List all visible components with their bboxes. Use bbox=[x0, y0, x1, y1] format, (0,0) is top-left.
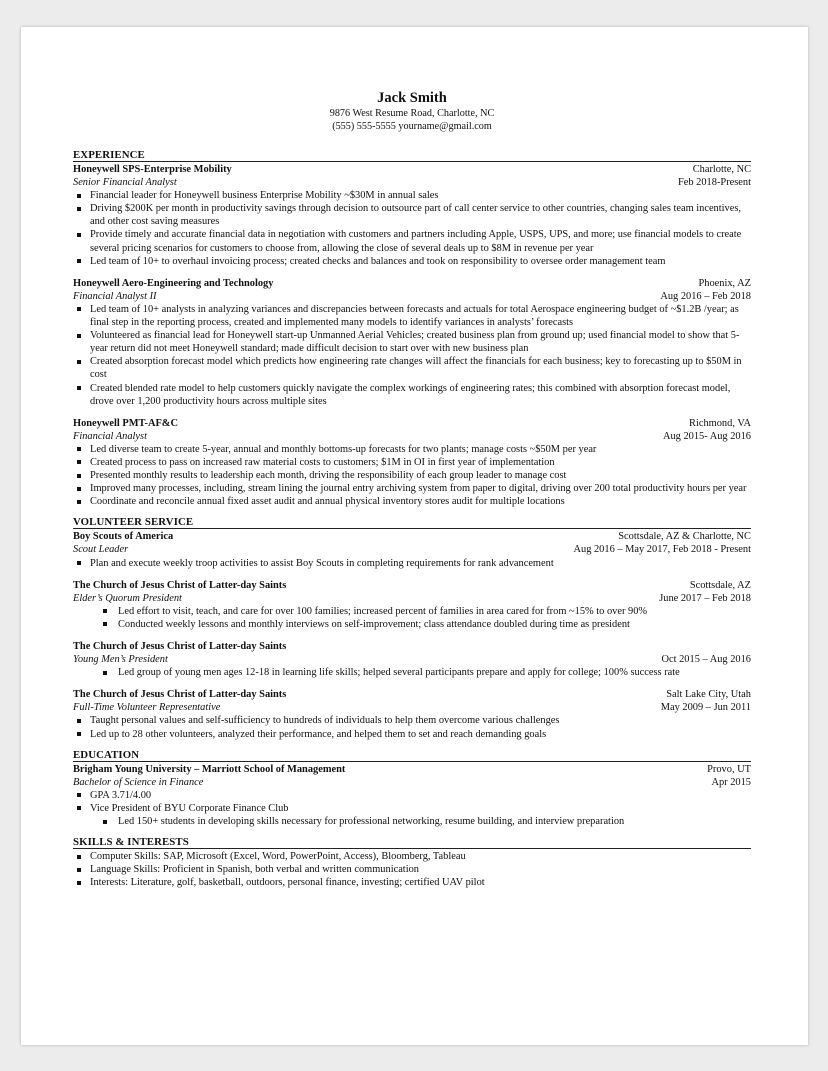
degree: Bachelor of Science in Finance bbox=[73, 776, 204, 788]
bullet-item: Improved many processes, including, stream lining the journal entry archiving system from paper to digital, driving over 200 total productivity hours per year bbox=[73, 482, 751, 495]
resume-content bbox=[73, 89, 751, 897]
resume-header bbox=[73, 89, 751, 133]
organization: The Church of Jesus Christ of Latter-day Saints bbox=[73, 689, 287, 701]
bullet-item: Interests: Literature, golf, basketball, outdoors, personal finance, investing; certified UAV pilot bbox=[73, 876, 751, 889]
role-title: Financial Analyst II bbox=[73, 290, 157, 302]
bullet-item: Led team of 10+ analysts in analyzing variances and discrepancies between forecasts and actuals for total Aerospace engineering budget of ~$1.2B /year; as final step in the reporting process, created and implemented many models to identify variances in analysts’ forecasts bbox=[73, 303, 751, 329]
candidate-name: Jack Smith bbox=[377, 90, 447, 106]
volunteer-entry bbox=[73, 530, 751, 569]
bullet-item: Coordinate and reconcile annual fixed asset audit and annual physical inventory stores audit for multiple locations bbox=[73, 495, 751, 508]
section-title-volunteer: VOLUNTEER SERVICE bbox=[73, 516, 751, 529]
date-range: Oct 2015 – Aug 2016 bbox=[661, 654, 751, 666]
bullet-item: Presented monthly results to leadership each month, driving the responsibility of each group leader to manage cost bbox=[73, 469, 751, 482]
bullet-list bbox=[73, 850, 751, 889]
bullet-item: Created absorption forecast model which predicts how engineering rate changes will affect the financials for each business; key to forecasting up to $50M in cost bbox=[73, 355, 751, 381]
bullet-item: Led effort to visit, teach, and care for over 100 families; increased percent of families in area cared for from ~15% to over 90% bbox=[73, 605, 751, 618]
bullet-item: Taught personal values and self-sufficiency to hundreds of individuals to help them overcome various challenges bbox=[73, 714, 751, 727]
location: Richmond, VA bbox=[689, 417, 751, 429]
role-title: Senior Financial Analyst bbox=[73, 177, 177, 189]
organization: The Church of Jesus Christ of Latter-day Saints bbox=[73, 579, 287, 591]
location: Scottsdale, AZ bbox=[689, 579, 751, 591]
section-title-education: EDUCATION bbox=[73, 749, 751, 762]
bullet-item: Vice President of BYU Corporate Finance Club bbox=[73, 802, 751, 815]
bullet-item: Created process to pass on increased raw material costs to customers; $1M in OI in first year of implementation bbox=[73, 456, 751, 469]
role-title: Young Men’s President bbox=[73, 654, 168, 666]
bullet-list bbox=[73, 605, 751, 631]
education-entry bbox=[73, 763, 751, 828]
organization: The Church of Jesus Christ of Latter-day Saints bbox=[73, 641, 287, 652]
education-section bbox=[73, 749, 751, 828]
organization: Boy Scouts of America bbox=[73, 531, 174, 543]
bullet-list bbox=[73, 189, 751, 268]
volunteer-entry bbox=[73, 640, 751, 679]
bullet-list bbox=[73, 789, 751, 815]
date-range: June 2017 – Feb 2018 bbox=[659, 592, 751, 604]
role-title: Scout Leader bbox=[73, 544, 129, 556]
bullet-item: Computer Skills: SAP, Microsoft (Excel, Word, PowerPoint, Access), Bloomberg, Tableau bbox=[73, 850, 751, 863]
volunteer-entry bbox=[73, 579, 751, 631]
experience-entry bbox=[73, 417, 751, 509]
bullet-item: Led team of 10+ to overhaul invoicing process; created checks and balances and took on responsibility to oversee order management team bbox=[73, 255, 751, 268]
bullet-list bbox=[73, 303, 751, 408]
organization: Honeywell Aero-Engineering and Technology bbox=[73, 277, 274, 289]
bullet-item: Led diverse team to create 5-year, annual and monthly bottoms-up forecasts for two plants; manage costs ~$50M per year bbox=[73, 443, 751, 456]
school: Brigham Young University – Marriott School of Management bbox=[73, 763, 346, 775]
date-range: Aug 2015- Aug 2016 bbox=[662, 430, 751, 442]
bullet-item: Volunteered as financial lead for Honeywell start-up Unmanned Aerial Vehicles; created business plan from ground up; used financial model to show that 5-year return did not meet Honeywell standard; made difficult decision to start over with new business plan bbox=[73, 329, 751, 355]
experience-section bbox=[73, 149, 751, 508]
section-title-skills: SKILLS & INTERESTS bbox=[73, 836, 751, 849]
bullet-item: Language Skills: Proficient in Spanish, both verbal and written communication bbox=[73, 863, 751, 876]
address: 9876 West Resume Road, Charlotte, NC bbox=[329, 108, 495, 119]
location: Charlotte, NC bbox=[692, 164, 751, 175]
sub-bullet-list bbox=[73, 815, 751, 828]
bullet-list bbox=[73, 714, 751, 740]
organization: Honeywell SPS-Enterprise Mobility bbox=[73, 164, 232, 175]
section-title-experience: EXPERIENCE bbox=[73, 149, 751, 162]
location: Salt Lake City, Utah bbox=[666, 689, 751, 701]
volunteer-entry bbox=[73, 688, 751, 740]
date-range: Aug 2016 – May 2017, Feb 2018 - Present bbox=[573, 544, 751, 556]
skills-section bbox=[73, 836, 751, 889]
date-range: May 2009 – Jun 2011 bbox=[660, 702, 751, 714]
bullet-item: Driving $200K per month in productivity savings through decision to outsource part of call center service to other countries, changing sales team incentives, and other cost saving measures bbox=[73, 202, 751, 228]
bullet-item: Led group of young men ages 12-18 in learning life skills; helped several participants prepare and apply for college; 100% success rate bbox=[73, 666, 751, 679]
bullet-item: Conducted weekly lessons and monthly interviews on self-improvement; class attendance doubled during time as president bbox=[73, 618, 751, 631]
date-range: Feb 2018-Present bbox=[677, 177, 751, 189]
organization: Honeywell PMT-AF&C bbox=[73, 417, 178, 429]
bullet-item: Plan and execute weekly troop activities to assist Boy Scouts in completing requirements for rank advancement bbox=[73, 557, 751, 570]
bullet-item: GPA 3.71/4.00 bbox=[73, 789, 751, 802]
sub-bullet-item: Led 150+ students in developing skills necessary for professional networking, resume building, and interview preparation bbox=[73, 815, 751, 828]
role-title: Elder’s Quorum President bbox=[73, 592, 182, 604]
resume-page bbox=[21, 27, 808, 1045]
bullet-list bbox=[73, 557, 751, 570]
bullet-list bbox=[73, 666, 751, 679]
location: Scottsdale, AZ & Charlotte, NC bbox=[618, 531, 751, 543]
date-range: Apr 2015 bbox=[711, 776, 751, 788]
location: Provo, UT bbox=[707, 763, 751, 775]
bullet-item: Led up to 28 other volunteers, analyzed their performance, and helped them to set and reach demanding goals bbox=[73, 728, 751, 741]
bullet-item: Created blended rate model to help customers quickly navigate the complex workings of engineering rates; this combined with absorption forecast model, drove over 1,200 productivity hours across multiple sites bbox=[73, 382, 751, 408]
experience-entry bbox=[73, 163, 751, 268]
bullet-list bbox=[73, 443, 751, 508]
role-title: Financial Analyst bbox=[73, 430, 147, 442]
location: Phoenix, AZ bbox=[698, 277, 751, 289]
volunteer-section bbox=[73, 516, 751, 740]
bullet-item: Financial leader for Honeywell business Enterprise Mobility ~$30M in annual sales bbox=[73, 189, 751, 202]
bullet-item: Provide timely and accurate financial data in negotiation with customers and partners including Apple, USPS, UPS, and more; use financial models to create several pricing scenarios for customers to choose from, allowing the close of several deals up to $8M in revenue per year bbox=[73, 228, 751, 254]
contact-info: (555) 555-5555 yourname@gmail.com bbox=[332, 121, 492, 132]
date-range: Aug 2016 – Feb 2018 bbox=[660, 290, 751, 302]
role-title: Full-Time Volunteer Representative bbox=[73, 702, 221, 714]
experience-entry bbox=[73, 277, 751, 408]
